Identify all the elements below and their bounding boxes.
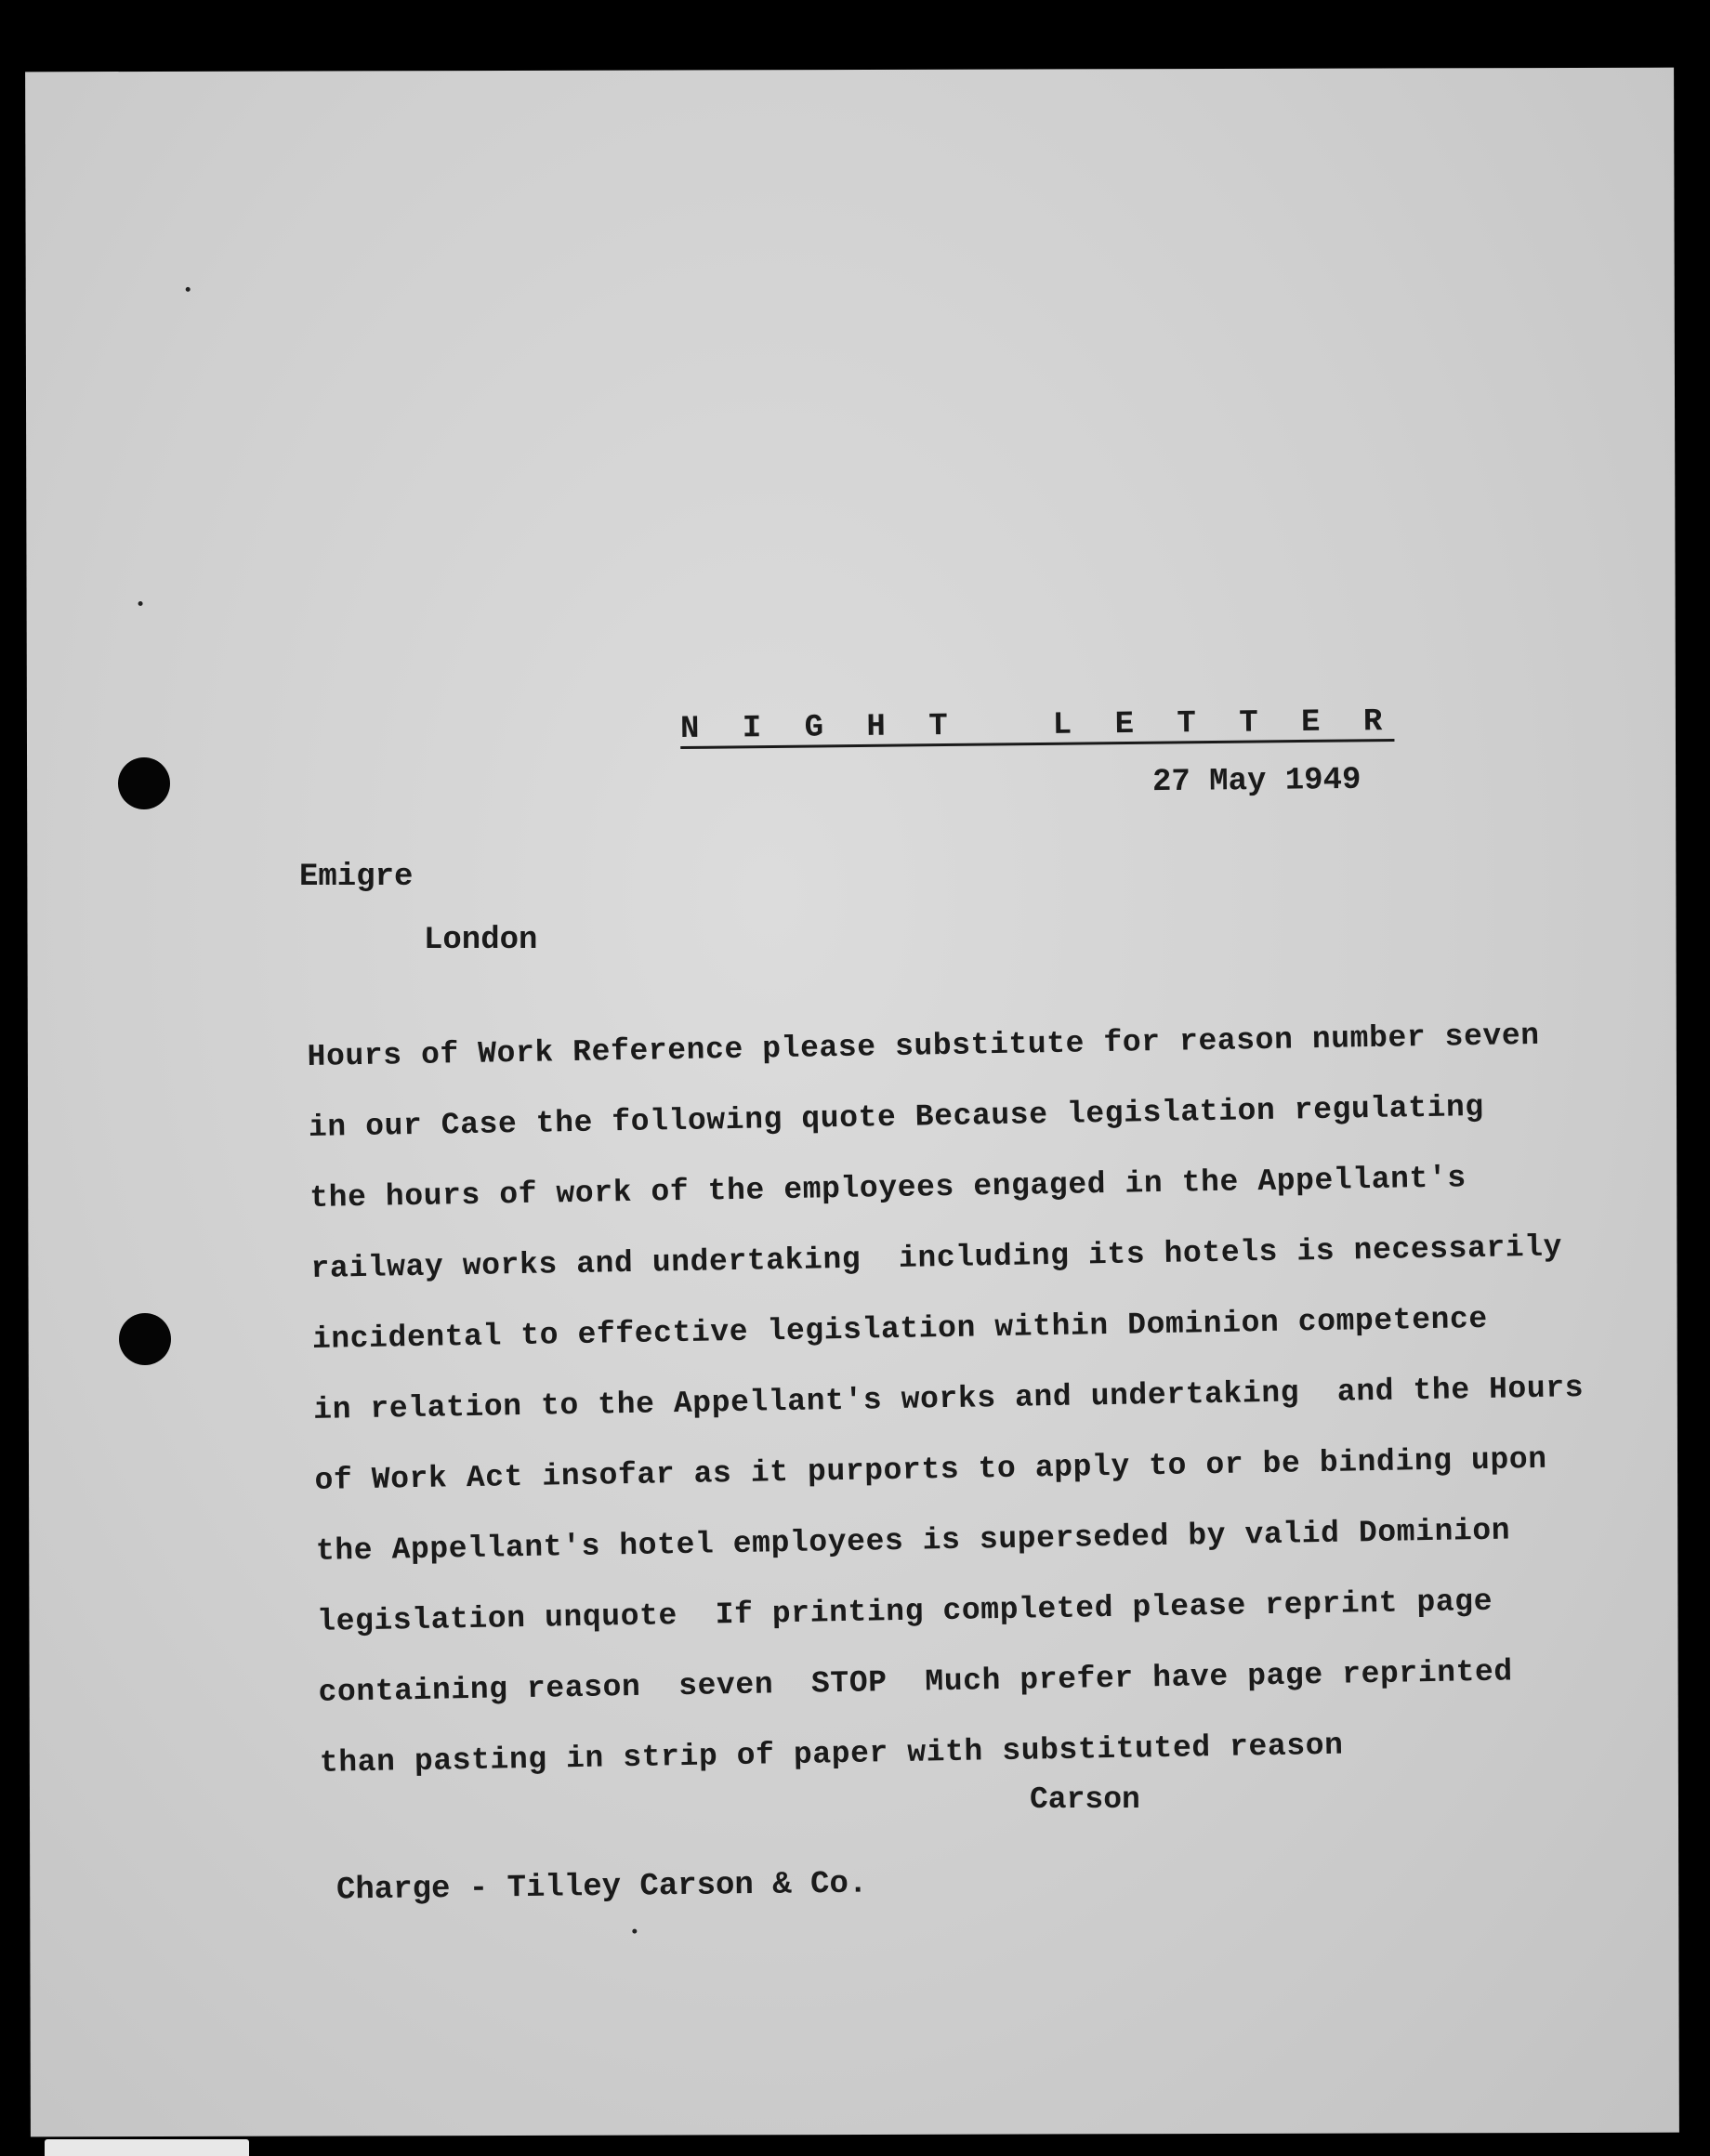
- punch-hole: [119, 1313, 171, 1365]
- body-line: Hours of Work Reference please substitute for reason number seven: [307, 1018, 1540, 1074]
- paper-speck: [632, 1929, 637, 1934]
- body-line: the hours of work of the employees engaged in the Appellant's: [309, 1161, 1467, 1216]
- addressee: Emigre: [299, 860, 414, 895]
- paper-speck: [186, 287, 191, 292]
- film-tab: [45, 2139, 249, 2156]
- body-line: legislation unquote If printing completed please reprint page: [316, 1584, 1493, 1639]
- punch-hole: [118, 757, 170, 809]
- addressee-city: London: [424, 923, 538, 958]
- body-line: in our Case the following quote Because legislation regulating: [308, 1089, 1485, 1145]
- letter-date: 27 May 1949: [1151, 762, 1361, 801]
- signature: Carson: [1030, 1782, 1140, 1817]
- body-line: of Work Act insofar as it purports to apply to or be binding upon: [314, 1441, 1547, 1498]
- body-line: in relation to the Appellant's works and undertaking and the Hours: [312, 1371, 1585, 1427]
- document-heading: N I G H T L E T T E R: [679, 703, 1395, 748]
- paper-speck: [138, 601, 143, 606]
- body-line: containing reason seven STOP Much prefer have page reprinted: [318, 1654, 1514, 1710]
- body-line: incidental to effective legislation within Dominion competence: [311, 1301, 1489, 1357]
- body-line: than pasting in strip of paper with substituted reason: [319, 1728, 1344, 1781]
- body-line: railway works and undertaking including its hotels is necessarily: [310, 1229, 1563, 1286]
- charge-line: Charge - Tilley Carson & Co.: [335, 1866, 868, 1909]
- letter-body: [307, 998, 1695, 1799]
- body-line: the Appellant's hotel employees is superseded by valid Dominion: [315, 1513, 1511, 1569]
